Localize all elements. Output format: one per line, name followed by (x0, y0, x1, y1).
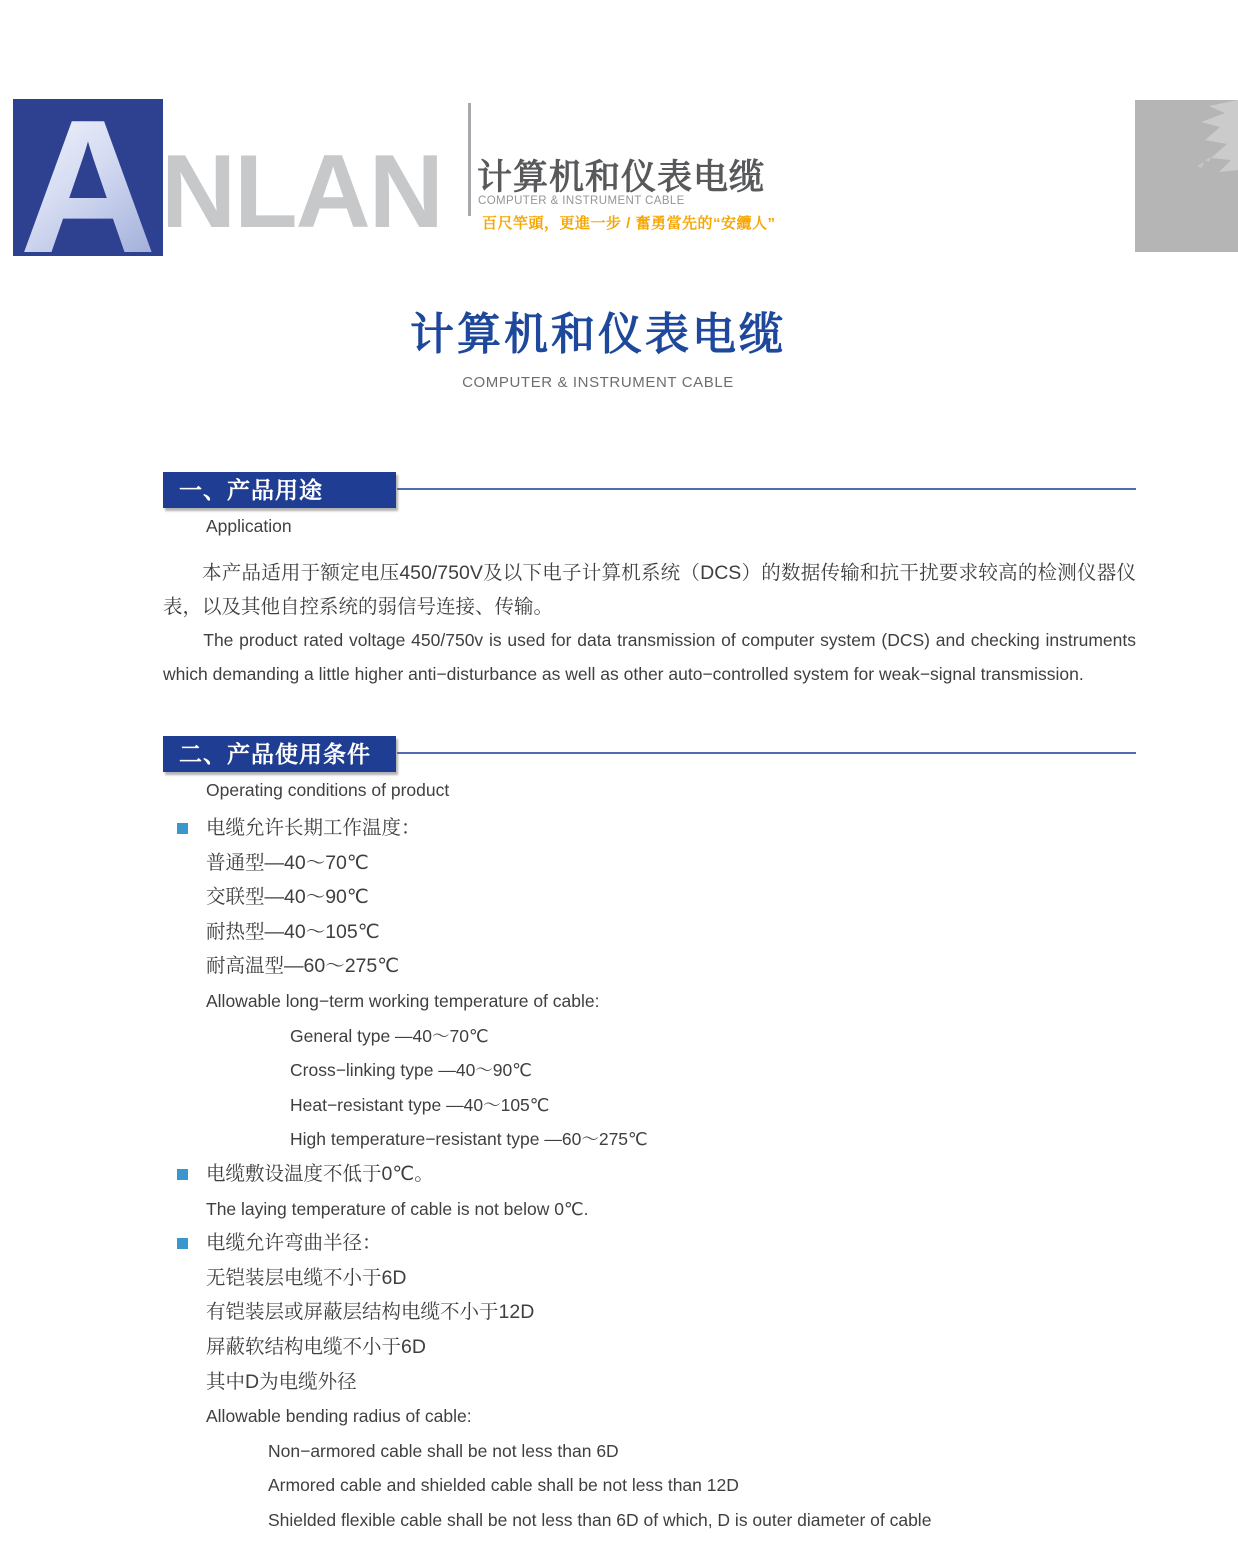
page-title-block (0, 298, 1196, 391)
list-item (163, 1469, 1136, 1504)
leaf-icon (1135, 100, 1238, 252)
list-item (163, 847, 1136, 882)
list-line: Armored cable and shielded cable shall be not less than 12D (268, 1475, 739, 1496)
list-item (163, 1331, 1136, 1366)
page-title-en: COMPUTER & INSTRUMENT CABLE (462, 374, 734, 391)
header-divider (468, 103, 471, 216)
list-item (163, 1262, 1136, 1297)
list-line: 电缆敷设温度不低于0℃。 (206, 1162, 434, 1185)
section1-heading-en: Application (206, 516, 292, 536)
list-line: Shielded flexible cable shall be not less than 6D of which, D is outer diameter of cable (268, 1509, 932, 1530)
list-line: 耐热型—40～105℃ (206, 920, 380, 943)
section2-heading-bar (163, 736, 396, 772)
list-line: Non−armored cable shall be not less than 6D (268, 1440, 619, 1461)
list-item (163, 1020, 1136, 1055)
header-product-title-en: COMPUTER & INSTRUMENT CABLE (478, 195, 685, 207)
list-line: 有铠装层或屏蔽层结构电缆不小于12D (206, 1301, 535, 1324)
section1-rule (397, 488, 1136, 490)
list-item (163, 1089, 1136, 1124)
application-paragraph-cn: 本产品适用于额定电压450/750V及以下电子计算机系统（DCS）的数据传输和抗干扰要求较高的检测仪器仪表，以及其他自控系统的弱信号连接、传输。 (163, 562, 1136, 618)
header-product-title-cn: 计算机和仪表电缆 (477, 158, 766, 197)
bullet-square-icon (177, 1169, 188, 1180)
list-line: 耐高温型—60～275℃ (206, 955, 400, 978)
list-item (163, 812, 1136, 847)
list-line: 交联型—40～90℃ (206, 886, 369, 909)
section2-rule (397, 752, 1136, 754)
list-line: 电缆允许长期工作温度： (206, 817, 421, 839)
list-item (163, 1158, 1136, 1193)
list-line: 屏蔽软结构电缆不小于6D (206, 1335, 426, 1358)
list-line: 普通型—40～70℃ (206, 851, 369, 874)
list-line: Cross−linking type —40～90℃ (290, 1060, 532, 1081)
section1-heading: 一、产品用途 (179, 477, 323, 503)
bullet-square-icon (177, 1238, 188, 1249)
list-item (163, 916, 1136, 951)
list-line: General type —40～70℃ (290, 1025, 489, 1046)
list-item (163, 1193, 1136, 1228)
section2-heading-en: Operating conditions of product (206, 780, 450, 800)
header-slogan: 百尺竿頭，更進一步 / 奮勇當先的“安纜人” (482, 215, 776, 232)
logo-wordmark: NLAN (161, 134, 442, 250)
list-item (163, 1435, 1136, 1470)
list-line: The laying temperature of cable is not below 0℃. (206, 1198, 589, 1219)
anlan-logo-mark (13, 99, 163, 256)
list-item (163, 1296, 1136, 1331)
corner-decorative-image (1135, 100, 1238, 252)
operating-conditions-list (163, 812, 1136, 1538)
list-item (163, 1227, 1136, 1262)
list-item (163, 985, 1136, 1020)
list-line: Allowable long−term working temperature of cable: (206, 990, 600, 1011)
page-title-cn: 计算机和仪表电缆 (410, 310, 786, 359)
application-paragraph-en: The product rated voltage 450/750v is used for data transmission of computer system (DCS) and checking instruments which demanding a little higher anti−disturbance as well as other auto−controlled system for weak−signal transmission. (163, 630, 1136, 684)
list-item (163, 881, 1136, 916)
list-line: High temperature−resistant type —60～275℃ (290, 1129, 648, 1150)
bullet-square-icon (177, 823, 188, 834)
list-line: 电缆允许弯曲半径： (206, 1232, 382, 1255)
list-item (163, 1054, 1136, 1089)
list-line: 其中D为电缆外径 (206, 1370, 357, 1393)
section1-heading-bar (163, 472, 396, 508)
list-item (163, 1366, 1136, 1401)
list-line: Heat−resistant type —40～105℃ (290, 1094, 550, 1115)
list-item (163, 950, 1136, 985)
list-item (163, 1504, 1136, 1539)
list-line: Allowable bending radius of cable: (206, 1406, 472, 1427)
list-line: 无铠装层电缆不小于6D (206, 1266, 407, 1289)
logo-letter-a: A (19, 99, 156, 256)
list-item (163, 1123, 1136, 1158)
list-item (163, 1400, 1136, 1435)
section2-heading: 二、产品使用条件 (179, 741, 371, 767)
